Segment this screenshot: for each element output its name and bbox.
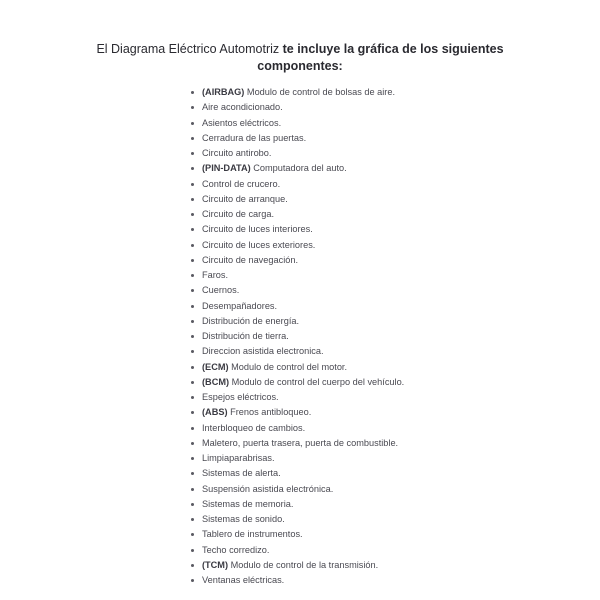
list-item (189, 421, 404, 436)
list-item (189, 527, 404, 542)
list-item (189, 466, 404, 481)
list-item (189, 131, 404, 146)
list-item (189, 451, 404, 466)
bullet-icon (191, 320, 194, 323)
list-item (189, 299, 404, 314)
bullet-icon (191, 442, 194, 445)
bullet-icon (191, 183, 194, 186)
list-item (189, 543, 404, 558)
bullet-icon (191, 289, 194, 292)
list-item-text: Sistemas de alerta. (202, 468, 281, 479)
bullet-icon (191, 457, 194, 460)
list-item (189, 238, 404, 253)
list-item-text: Espejos eléctricos. (202, 392, 279, 402)
bullet-icon (191, 137, 194, 140)
list-item-text: Circuito de luces exteriores. (202, 239, 316, 250)
bullet-icon (191, 244, 194, 247)
list-item (189, 390, 404, 405)
list-item-text: Tablero de instrumentos. (202, 529, 303, 540)
components-list (189, 85, 404, 588)
list-item-text: Sistemas de memoria. (202, 498, 294, 509)
list-item (189, 329, 404, 344)
list-item-text: Modulo de control del cuerpo del vehículo. (229, 376, 405, 387)
list-item (189, 116, 404, 131)
list-item-code: (TCM) (202, 559, 229, 570)
intro-heading-bold: te incluye la gráfica de los siguientes componentes: (257, 42, 504, 73)
list-item-text: Direccion asistida electronica. (202, 346, 324, 357)
bullet-icon (191, 503, 194, 506)
bullet-icon (191, 564, 194, 567)
list-item-code: (PIN-DATA) (202, 163, 251, 174)
intro-heading (60, 41, 540, 74)
bullet-icon (191, 106, 194, 109)
list-item-text: Faros. (202, 270, 229, 280)
list-item (189, 283, 404, 298)
list-item (189, 482, 404, 497)
bullet-icon (191, 274, 194, 277)
list-item-text: Circuito de navegación. (202, 254, 299, 265)
bullet-icon (191, 518, 194, 521)
list-item-text: Ventanas eléctricas. (202, 575, 285, 585)
list-item-text: Circuito antirobo. (202, 148, 272, 158)
bullet-icon (191, 167, 194, 170)
list-item (189, 161, 404, 176)
list-item (189, 360, 404, 375)
list-item (189, 497, 404, 512)
list-item-text: Techo corredizo. (202, 544, 270, 555)
list-item (189, 405, 404, 420)
bullet-icon (191, 549, 194, 552)
list-item-code: (AIRBAG) (202, 87, 245, 97)
list-item-text: Circuito de luces interiores. (202, 224, 313, 235)
bullet-icon (191, 533, 194, 536)
bullet-icon (191, 396, 194, 399)
list-item-text: Distribución de tierra. (202, 331, 289, 341)
list-item-text: Limpiaparabrisas. (202, 453, 275, 463)
list-item (189, 253, 404, 268)
list-item-text: Computadora del auto. (250, 163, 347, 174)
list-item-code: (ABS) (202, 407, 228, 418)
bullet-icon (191, 350, 194, 353)
bullet-icon (191, 411, 194, 414)
list-item (189, 314, 404, 329)
list-item-text: Sistemas de sonido. (202, 514, 285, 524)
list-item-text: Circuito de arranque. (202, 193, 288, 204)
list-item (189, 436, 404, 451)
intro-heading-normal: El Diagrama Eléctrico Automotriz (96, 42, 283, 56)
list-item (189, 207, 404, 222)
list-item-text: Cuernos. (202, 285, 240, 296)
bullet-icon (191, 259, 194, 262)
list-item-text: Modulo de control de bolsas de aire. (244, 87, 396, 97)
list-item-text: Interbloqueo de cambios. (202, 422, 306, 433)
list-item-text: Cerradura de las puertas. (202, 132, 307, 143)
bullet-icon (191, 213, 194, 216)
list-item (189, 192, 404, 207)
list-item-text: Circuito de carga. (202, 209, 275, 219)
bullet-icon (191, 305, 194, 308)
list-item-text: Control de crucero. (202, 178, 281, 189)
list-item (189, 177, 404, 192)
bullet-icon (191, 366, 194, 369)
list-item-text: Modulo de control de la transmisión. (228, 559, 379, 570)
bullet-icon (191, 472, 194, 475)
bullet-icon (191, 381, 194, 384)
list-item-text: Asientos eléctricos. (202, 117, 282, 128)
list-item-text: Aire acondicionado. (202, 102, 283, 113)
list-item (189, 344, 404, 359)
list-item-text: Maletero, puerta trasera, puerta de combustible. (202, 437, 399, 448)
list-item-text: Distribución de energía. (202, 315, 300, 326)
list-item (189, 512, 404, 527)
bullet-icon (191, 198, 194, 201)
list-item (189, 573, 404, 588)
list-item (189, 146, 404, 161)
bullet-icon (191, 91, 194, 94)
list-item-text: Modulo de control del motor. (228, 361, 348, 372)
list-item-text: Suspensión asistida electrónica. (202, 483, 334, 494)
list-item (189, 100, 404, 115)
bullet-icon (191, 228, 194, 231)
bullet-icon (191, 122, 194, 125)
list-item (189, 375, 404, 390)
list-item (189, 85, 404, 100)
list-item-code: (BCM) (202, 376, 230, 387)
bullet-icon (191, 488, 194, 491)
list-item-code: (ECM) (202, 361, 229, 372)
list-item (189, 222, 404, 237)
list-item-text: Desempañadores. (202, 300, 278, 311)
bullet-icon (191, 152, 194, 155)
bullet-icon (191, 335, 194, 338)
bullet-icon (191, 427, 194, 430)
bullet-icon (191, 579, 194, 582)
list-item (189, 558, 404, 573)
list-item (189, 268, 404, 283)
list-item-text: Frenos antibloqueo. (227, 407, 312, 418)
